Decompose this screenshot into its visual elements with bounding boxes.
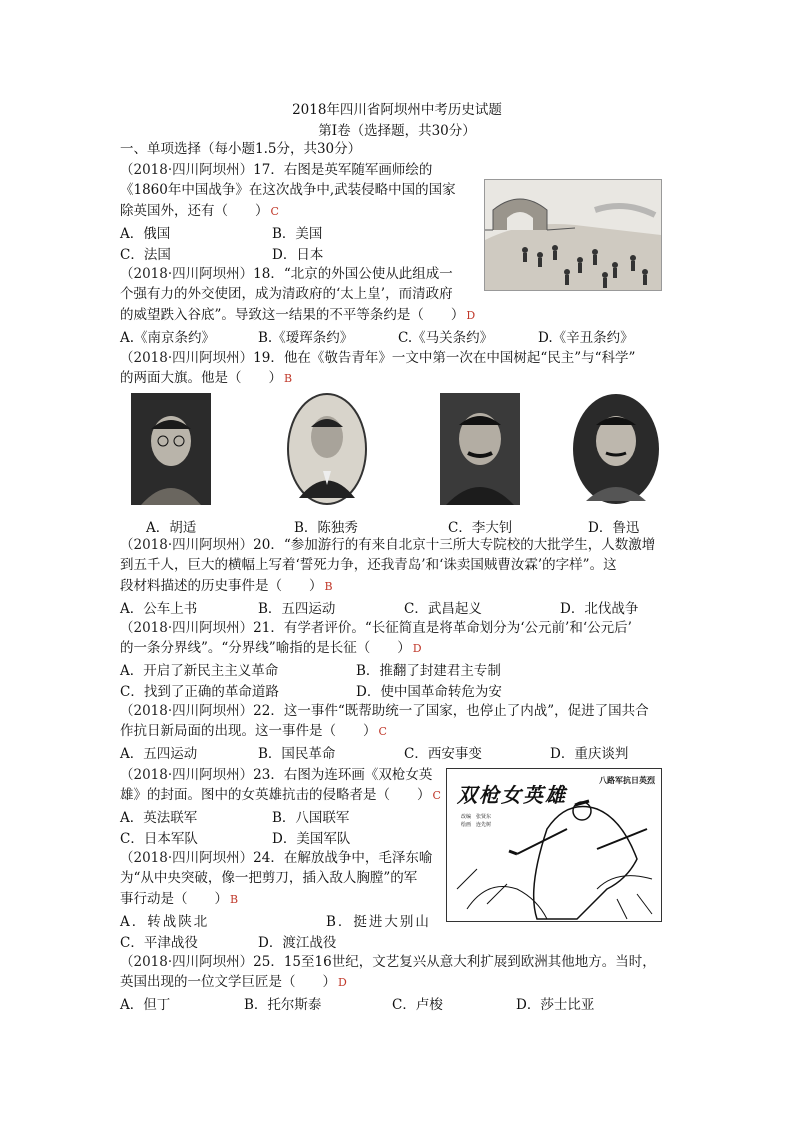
answer-22: C xyxy=(378,725,387,738)
q21-option-b: B．推翻了封建君主专制 xyxy=(356,663,501,679)
question-20-line1: （2018·四川阿坝州）20．“参加游行的有来自北京十三所大专院校的大批学生，人数激增 xyxy=(120,537,656,553)
q22-option-a: A．五四运动 xyxy=(120,746,198,762)
portrait-chen-duxiu xyxy=(287,393,367,505)
q24-option-c: C．平津战役 xyxy=(120,935,198,951)
q25-option-a: A．但丁 xyxy=(120,997,171,1013)
q19-option-b: B．陈独秀 xyxy=(294,520,358,536)
answer-24: B xyxy=(230,893,239,906)
question-17-line3: 除英国外，还有（ ） C xyxy=(120,203,279,219)
portrait-lu-xun xyxy=(572,393,660,505)
question-25-line2: 英国出现的一位文学巨匠是（ ） D xyxy=(120,974,347,990)
q21-option-d: D．使中国革命转危为安 xyxy=(356,684,502,700)
section-heading: 一、单项选择（每小题1.5分，共30分） xyxy=(120,141,362,157)
answer-23: C xyxy=(432,789,441,802)
answer-17: C xyxy=(270,205,279,218)
comic-cover-subtitle: 八路军抗日英烈 xyxy=(599,775,655,785)
question-17-line1: （2018·四川阿坝州）17．右图是英军随军画师绘的 xyxy=(120,162,433,178)
comic-cover-credit-draw: 绘画 连先树 xyxy=(461,822,492,828)
answer-25: D xyxy=(338,976,347,989)
question-19-line1: （2018·四川阿坝州）19．他在《敬告青年》一文中第一次在中国树起“民主”与“科学” xyxy=(120,350,636,366)
question-23-line2: 雄》的封面。图中的女英雄抗击的侵略者是（ ） C xyxy=(120,787,441,803)
q23-option-c: C．日本军队 xyxy=(120,831,198,847)
answer-21: D xyxy=(412,642,422,655)
q18-option-a: A.《南京条约》 xyxy=(120,330,216,346)
question-18-line2: 个强有力的外交使团，成为清政府的‘太上皇’，而清政府 xyxy=(120,286,453,302)
q24-option-b: B．挺进大别山 xyxy=(326,914,431,930)
answer-18: D xyxy=(466,309,476,322)
question-18-line3: 的威望跌入谷底”。导致这一结果的不平等条约是（ ） D xyxy=(120,307,476,323)
comic-cover-title: 双枪女英雄 xyxy=(457,783,567,807)
q24-option-d: D．渡江战役 xyxy=(258,935,337,951)
portrait-hu-shi xyxy=(131,393,211,505)
q22-option-d: D．重庆谈判 xyxy=(550,746,629,762)
q17-option-d: D．日本 xyxy=(272,247,324,263)
question-21-line2: 的一条分界线”。“分界线”喻指的是长征（ ） D xyxy=(120,640,422,656)
question-22-line1: （2018·四川阿坝州）22．这一事件“既帮助统一了国家，也停止了内战”，促进了国共合 xyxy=(120,703,649,719)
question-17-line2: 《1860年中国战争》在这次战争中,武装侵略中国的国家 xyxy=(120,182,456,198)
question-24-line1: （2018·四川阿坝州）24．在解放战争中，毛泽东喻 xyxy=(120,850,433,866)
q17-option-a: A．俄国 xyxy=(120,226,171,242)
question-18-line1: （2018·四川阿坝州）18．“北京的外国公使从此组成一 xyxy=(120,266,453,282)
question-20-line2: 到五千人，巨大的横幅上写着‘誓死力争，还我青岛’和‘诛卖国贼曹汝霖’的字样”。这 xyxy=(120,557,617,573)
question-22-line2: 作抗日新局面的出现。这一事件是（ ） C xyxy=(120,723,387,739)
q25-option-c: C．卢梭 xyxy=(392,997,443,1013)
q25-option-b: B．托尔斯泰 xyxy=(244,997,322,1013)
q21-option-c: C．找到了正确的革命道路 xyxy=(120,684,279,700)
q18-option-b: B.《瑷珲条约》 xyxy=(258,330,354,346)
question-25-line1: （2018·四川阿坝州）25．15至16世纪，文艺复兴从意大利扩展到欧洲其他地方。当时， xyxy=(120,954,656,970)
question-24-line2: 为“从中央突破，像一把剪刀，插入敌人胸膛”的军 xyxy=(120,870,418,886)
answer-20: B xyxy=(324,580,333,593)
q23-option-b: B．八国联军 xyxy=(272,810,350,826)
question-20-line3: 段材料描述的历史事件是（ ） B xyxy=(120,578,333,594)
q24-option-a: A．转战陕北 xyxy=(120,914,210,930)
q21-option-a: A．开启了新民主主义革命 xyxy=(120,663,279,679)
q18-option-c: C.《马关条约》 xyxy=(398,330,494,346)
war-engraving-image xyxy=(484,179,662,291)
portrait-li-dazhao xyxy=(440,393,520,505)
exam-title: 2018年四川省阿坝州中考历史试题 xyxy=(292,102,502,118)
comic-cover-credit-adapt: 改编 张贤东 xyxy=(461,814,492,820)
question-21-line1: （2018·四川阿坝州）21．有学者评价。“长征简直是将革命划分为‘公元前’和‘公元后’ xyxy=(120,620,632,636)
q22-option-c: C．西安事变 xyxy=(404,746,482,762)
q20-option-c: C．武昌起义 xyxy=(404,601,482,617)
q17-option-b: B．美国 xyxy=(272,226,323,242)
exam-subtitle: 第Ⅰ卷（选择题，共30分） xyxy=(318,123,476,139)
question-24-line3: 事行动是（ ） B xyxy=(120,891,239,907)
q17-option-c: C．法国 xyxy=(120,247,171,263)
q20-option-d: D．北伐战争 xyxy=(560,601,639,617)
q19-option-c: C．李大钊 xyxy=(448,520,513,536)
q23-option-d: D．美国军队 xyxy=(272,831,351,847)
question-23-line1: （2018·四川阿坝州）23．右图为连环画《双枪女英 xyxy=(120,767,433,783)
question-19-line2: 的两面大旗。他是（ ） B xyxy=(120,370,293,386)
q19-option-d: D．鲁迅 xyxy=(588,520,640,536)
q19-option-a: A．胡适 xyxy=(146,520,197,536)
q25-option-d: D．莎士比亚 xyxy=(516,997,595,1013)
comic-cover-image xyxy=(446,768,662,922)
q20-option-b: B．五四运动 xyxy=(258,601,336,617)
q20-option-a: A．公车上书 xyxy=(120,601,198,617)
q23-option-a: A．英法联军 xyxy=(120,810,198,826)
q18-option-d: D.《辛丑条约》 xyxy=(538,330,634,346)
q22-option-b: B．国民革命 xyxy=(258,746,336,762)
answer-19: B xyxy=(284,372,293,385)
